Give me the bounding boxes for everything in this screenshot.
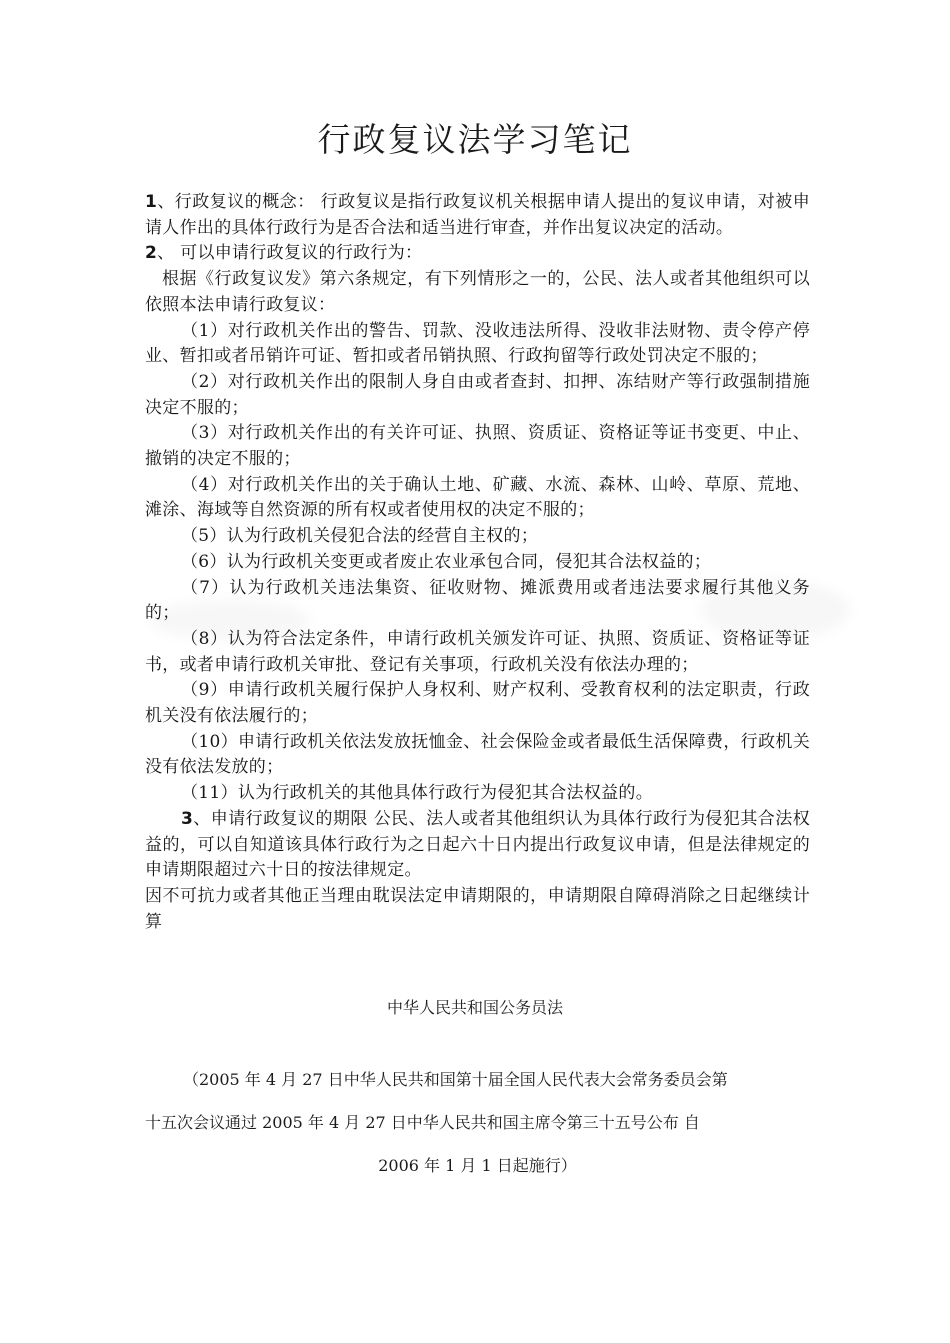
list-item: （10）申请行政机关依法发放抚恤金、社会保险金或者最低生活保障费，行政机关没有依法发放的；	[145, 731, 810, 778]
list-item: （5）认为行政机关侵犯合法的经营自主权的；	[181, 526, 539, 547]
section-3-extra: 因不可抗力或者其他正当理由耽误法定申请期限的，申请期限自障碍消除之日起继续计算	[145, 885, 810, 932]
law-note-line: （2005 年 4 月 27 日中华人民共和国第十届全国人民代表大会常务委员会第	[183, 1070, 728, 1089]
law-note-line: 十五次会议通过 2005 年 4 月 27 日中华人民共和国主席令第三十五号公布 自	[145, 1113, 700, 1132]
list-item: （3）对行政机关作出的有关许可证、执照、资质证、资格证等证书变更、中止、撤销的决定不服的；	[145, 423, 810, 470]
law-title: 中华人民共和国公务员法	[386, 998, 563, 1017]
document-title: 行政复议法学习笔记	[317, 120, 633, 159]
section-2-intro: 根据《行政复议发》第六条规定，有下列情形之一的，公民、法人或者其他组织可以依照本法申请行政复议：	[145, 269, 810, 315]
section-3	[145, 807, 810, 884]
section-2-heading-text: 、 可以申请行政复议的行政行为：	[157, 243, 423, 264]
list-item: （9）申请行政机关履行保护人身权利、财产权利、受教育权利的法定职责，行政机关没有依法履行的；	[145, 680, 810, 727]
section-number: 3	[181, 808, 194, 829]
section-number: 2	[145, 243, 158, 264]
list-item: （6）认为行政机关变更或者废止农业承包合同，侵犯其合法权益的；	[181, 551, 712, 572]
list-item: （11）认为行政机关的其他具体行政行为侵犯其合法权益的。	[181, 783, 654, 804]
section-1-text: 、行政复议的概念： 行政复议是指行政复议机关根据申请人提出的复议申请，对被申请人作出的具体行政行为是否合法和适当进行审查，并作出复议决定的活动。	[145, 192, 810, 238]
section-2-heading	[145, 241, 810, 267]
section-number: 1	[145, 192, 158, 212]
section-3-text: 、申请行政复议的期限 公民、法人或者其他组织认为具体行政行为侵犯其合法权益的，可以自知道该具体行政行为之日起六十日内提出行政复议申请，但是法律规定的申请期限超过六十日的按法律规定。	[145, 808, 810, 881]
list-item: （1）对行政机关作出的警告、罚款、没收违法所得、没收非法财物、责令停产停业、暂扣或者吊销许可证、暂扣或者吊销执照、行政拘留等行政处罚决定不服的；	[145, 320, 810, 367]
document-body	[145, 190, 810, 935]
law-note-line: 2006 年 1 月 1 日起施行）	[378, 1156, 577, 1175]
list-item: （7）认为行政机关违法集资、征收财物、摊派费用或者违法要求履行其他义务的；	[145, 577, 810, 624]
section-1	[145, 190, 810, 241]
list-item: （8）认为符合法定条件，申请行政机关颁发许可证、执照、资质证、资格证等证书，或者申请行政机关审批、登记有关事项，行政机关没有依法办理的；	[145, 628, 810, 675]
list-item: （2）对行政机关作出的限制人身自由或者查封、扣押、冻结财产等行政强制措施决定不服的；	[145, 371, 810, 418]
list-item: （4）对行政机关作出的关于确认土地、矿藏、水流、森林、山岭、草原、荒地、滩涂、海域等自然资源的所有权或者使用权的决定不服的；	[145, 474, 810, 521]
